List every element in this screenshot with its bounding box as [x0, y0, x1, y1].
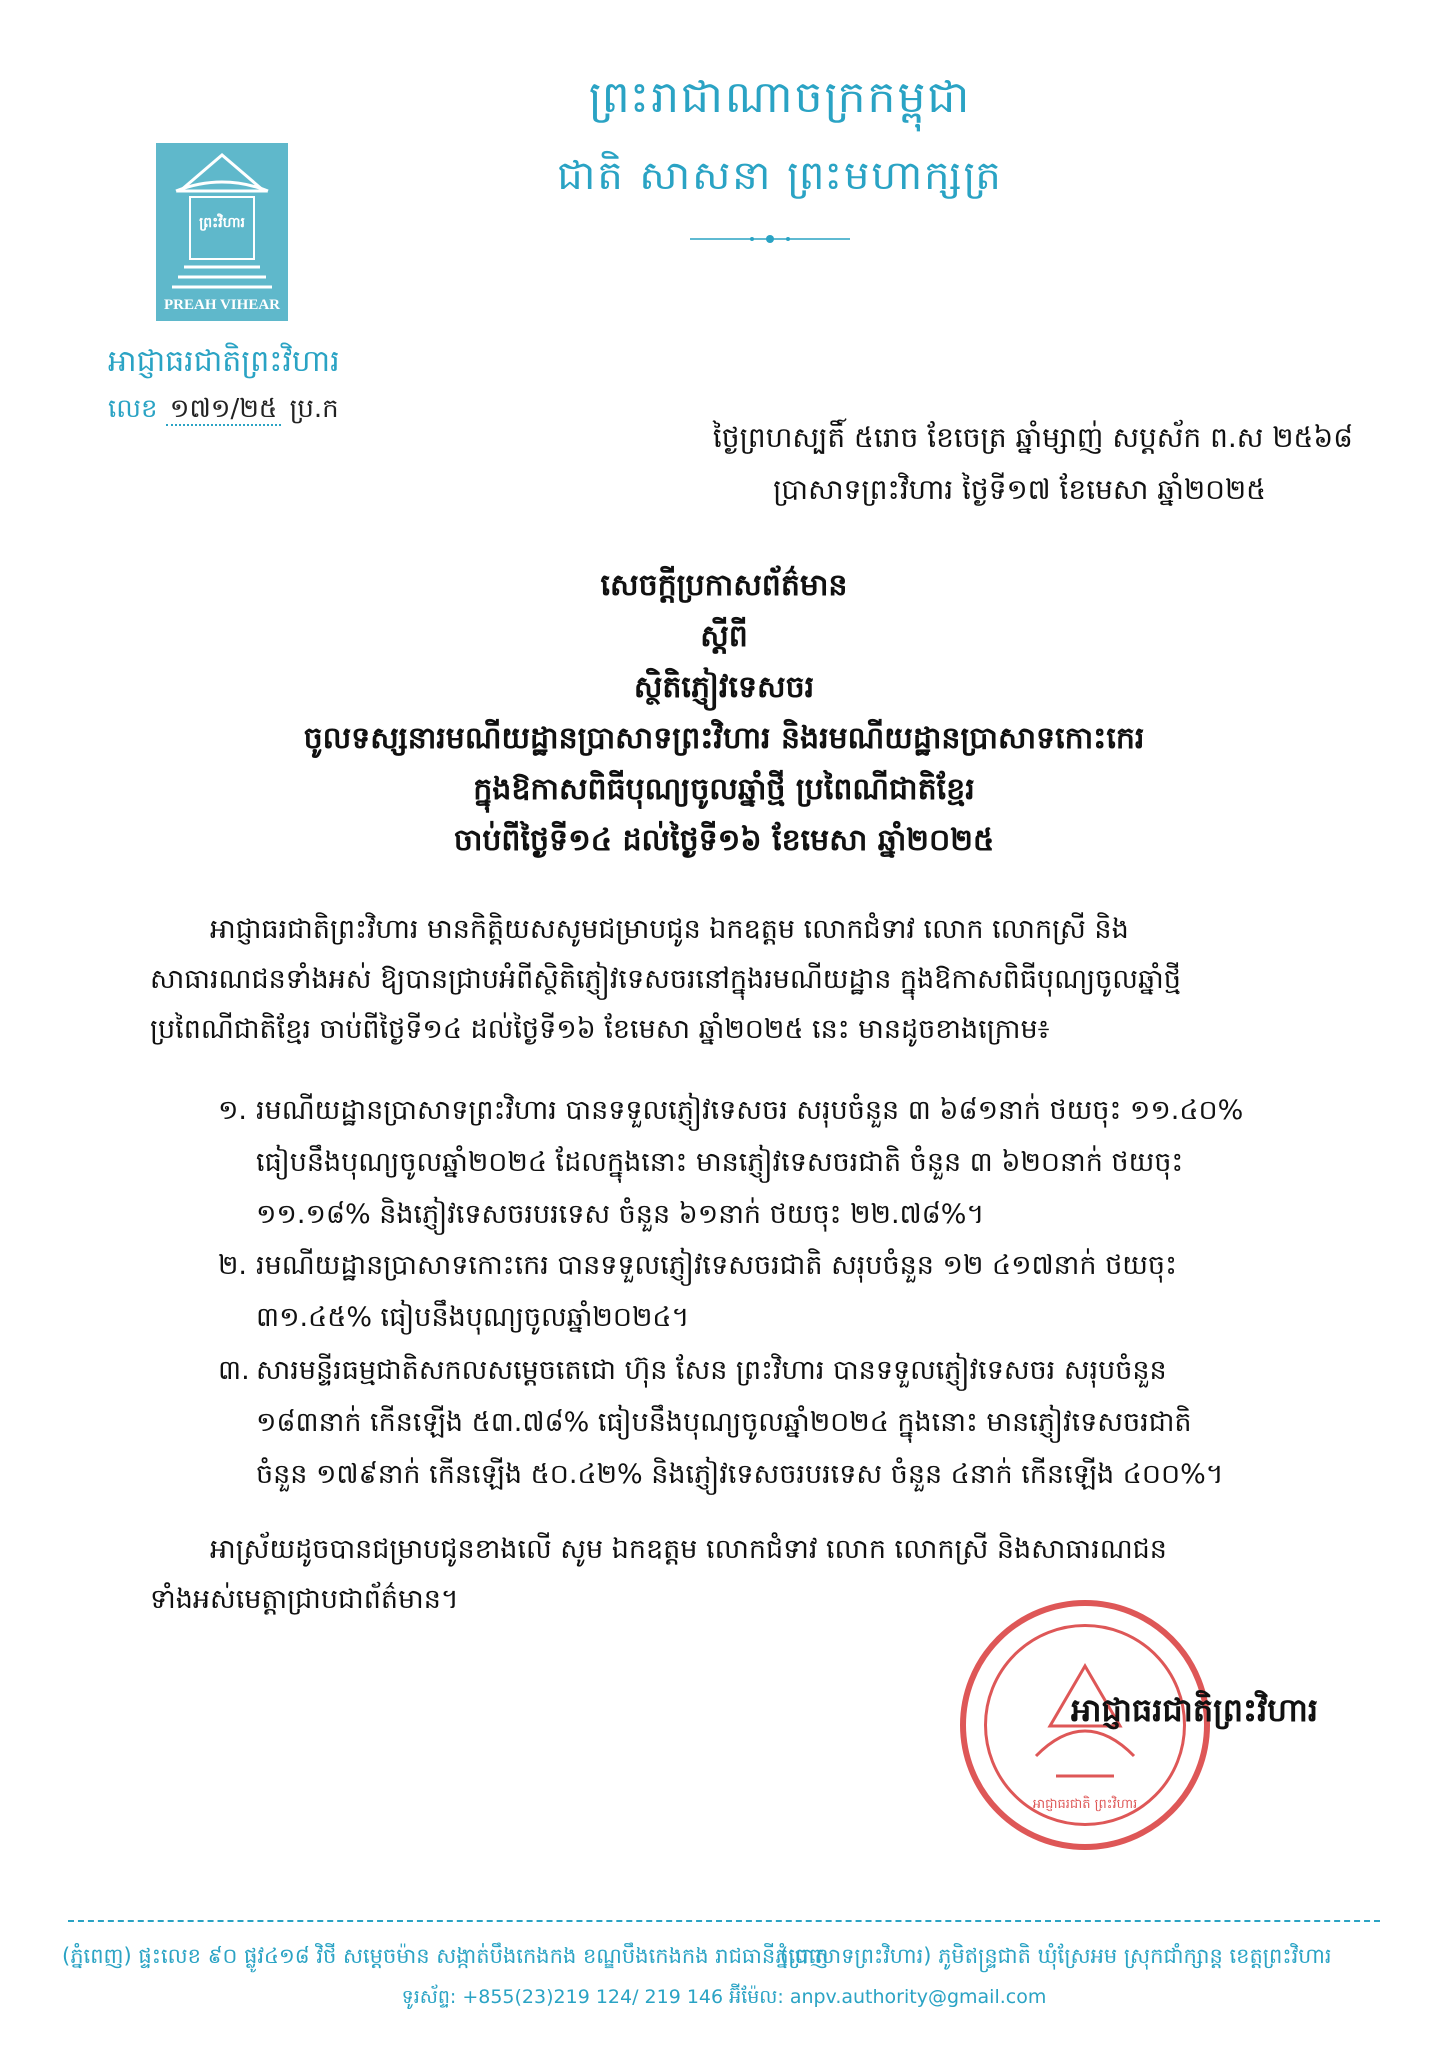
intro-paragraph	[150, 905, 1350, 1055]
header-kingdom: ព្រះរាជាណាចក្រកម្ពុជា	[588, 72, 972, 123]
logo-label: ព្រះវិហារ	[199, 215, 245, 231]
footer-address-preah-vihear: (ប្រាសាទព្រះវិហារ) ភូមិឥន្ទ្រជាតិ ឃុំស្រែអម ស្រុកជាំក្សាន្ត ខេត្តព្រះវិហារ	[780, 1944, 1332, 1968]
list-item	[218, 1240, 1348, 1344]
item-line: ១១.១៨% និងភ្ញៀវទេសចរបរទេស ចំនួន ៦១នាក់ ថយចុះ ២២.៧៨%។	[256, 1199, 985, 1230]
intro-line: សាធារណជនទាំងអស់ ឱ្យបានជ្រាបអំពីស្ថិតិភ្ញៀវទេសចរនៅក្នុងរមណីយដ្ឋាន ក្នុងឱកាសពិធីបុណ្យចូលឆ្នាំថ្មី	[150, 964, 1181, 995]
logo-caption: PREAH VIHEAR	[164, 297, 280, 313]
seal-text: អាជ្ញាធរជាតិ ព្រះវិហារ	[1032, 1797, 1138, 1812]
footer-contact: ទូរស័ព្ទ: +855(23)219 124/ 219 146 អ៊ីម៉ែល: anpv.authority@gmail.com	[401, 1986, 1047, 2008]
item-number: ២.	[218, 1250, 248, 1281]
closing-line: ទាំងអស់មេត្តាជ្រាបជាព័ត៌មាន។	[150, 1584, 459, 1615]
document-titles	[80, 560, 1368, 866]
ornament-divider	[690, 232, 850, 246]
title-line: ចាប់ពីថ្ងៃទី១៤ ដល់ថ្ងៃទី១៦ ខែមេសា ឆ្នាំ២០២៥	[453, 823, 995, 858]
title-line: សេចក្តីប្រកាសព័ត៌មាន	[600, 568, 848, 603]
date-lunar: ថ្ងៃព្រហស្បតិ៍ ៥រោច ខែចេត្រ ឆ្នាំម្សាញ់ សប្តស័ក ព.ស ២៥៦៨	[712, 421, 1353, 454]
item-line: ចំនួន ១៧៩នាក់ កើនឡើង ៥០.៤២% និងភ្ញៀវទេសចរបរទេស ចំនួន ៤នាក់ កើនឡើង ៤០០%។	[256, 1459, 1224, 1490]
title-line: ស្ថិតិភ្ញៀវទេសចរ	[633, 670, 815, 705]
ref-number: ១៧១/២៥	[166, 394, 282, 426]
item-line: ១៨៣នាក់ កើនឡើង ៥៣.៧៨% ធៀបនឹងបុណ្យចូលឆ្នាំ២០២៤ ក្នុងនោះ មានភ្ញៀវទេសចរជាតិ	[256, 1407, 1192, 1438]
item-line: ធៀបនឹងបុណ្យចូលឆ្នាំ២០២៤ ដែលក្នុងនោះ មានភ្ញៀវទេសចរជាតិ ចំនួន ៣ ៦២០នាក់ ថយចុះ	[256, 1147, 1184, 1178]
footer-divider	[68, 1920, 1380, 1922]
signer-name: អាជ្ញាធរជាតិព្រះវិហារ	[1070, 1691, 1318, 1729]
item-line: រមណីយដ្ឋានប្រាសាទព្រះវិហារ បានទទួលភ្ញៀវទេសចរ សរុបចំនួន ៣ ៦៨១នាក់ ថយចុះ ១១.៤០%	[256, 1095, 1244, 1126]
reference-number	[108, 392, 339, 430]
agency-name: អាជ្ញាធរជាតិព្រះវិហារ	[108, 344, 340, 379]
title-line: ក្នុងឱកាសពិធីបុណ្យចូលឆ្នាំថ្មី ប្រពៃណីជាតិខ្មែរ	[473, 772, 975, 807]
logo	[156, 143, 288, 321]
intro-line: អាជ្ញាធរជាតិព្រះវិហារ មានកិត្តិយសសូមជម្រាបជូន ឯកឧត្តម លោកជំទាវ លោក លោកស្រី និង	[210, 914, 1129, 945]
item-number: ៣.	[218, 1355, 250, 1386]
list-item	[218, 1345, 1348, 1501]
title-line: ស្តីពី	[700, 619, 748, 654]
item-line: សារមន្ទីរធម្មជាតិសកលសម្តេចតេជោ ហ៊ុន សែន ព្រះវិហារ បានទទួលភ្ញៀវទេសចរ សរុបចំនួន	[256, 1355, 1167, 1386]
ref-prefix: លេខ	[108, 394, 158, 424]
item-number: ១.	[218, 1095, 248, 1126]
title-line: ចូលទស្សនារមណីយដ្ឋានប្រាសាទព្រះវិហារ និងរមណីយដ្ឋានប្រាសាទកោះកេរ	[303, 721, 1145, 756]
date-solar: ប្រាសាទព្រះវិហារ ថ្ងៃទី១៧ ខែមេសា ឆ្នាំ២០២៥	[773, 473, 1266, 506]
header-motto: ជាតិ សាសនា ព្រះមហាក្សត្រ	[557, 153, 1003, 199]
closing-line: អាស្រ័យដូចបានជម្រាបជូនខាងលើ សូម ឯកឧត្តម លោកជំទាវ លោក លោកស្រី និងសាធារណជន	[210, 1534, 1167, 1565]
item-line: ៣១.៤៥% ធៀបនឹងបុណ្យចូលឆ្នាំ២០២៤។	[256, 1302, 690, 1333]
ref-suffix: ប្រ.ក	[289, 394, 339, 424]
item-line: រមណីយដ្ឋានប្រាសាទកោះកេរ បានទទួលភ្ញៀវទេសចរជាតិ សរុបចំនួន ១២ ៤១៧នាក់ ថយចុះ	[256, 1250, 1177, 1281]
footer-address-phnom-penh: (ភ្នំពេញ) ផ្ទះលេខ ៩០ ផ្លូវ៤១៨ វិថី សម្តេចម៉ាន សង្កាត់បឹងកេងកង ខណ្ឌបឹងកេងកង រាជធានីភ្នំពេញ	[62, 1944, 829, 1968]
list-item	[218, 1085, 1348, 1241]
intro-line: ប្រពៃណីជាតិខ្មែរ ចាប់ពីថ្ងៃទី១៤ ដល់ថ្ងៃទី១៦ ខែមេសា ឆ្នាំ២០២៥ នេះ មានដូចខាងក្រោម៖	[150, 1014, 1050, 1045]
